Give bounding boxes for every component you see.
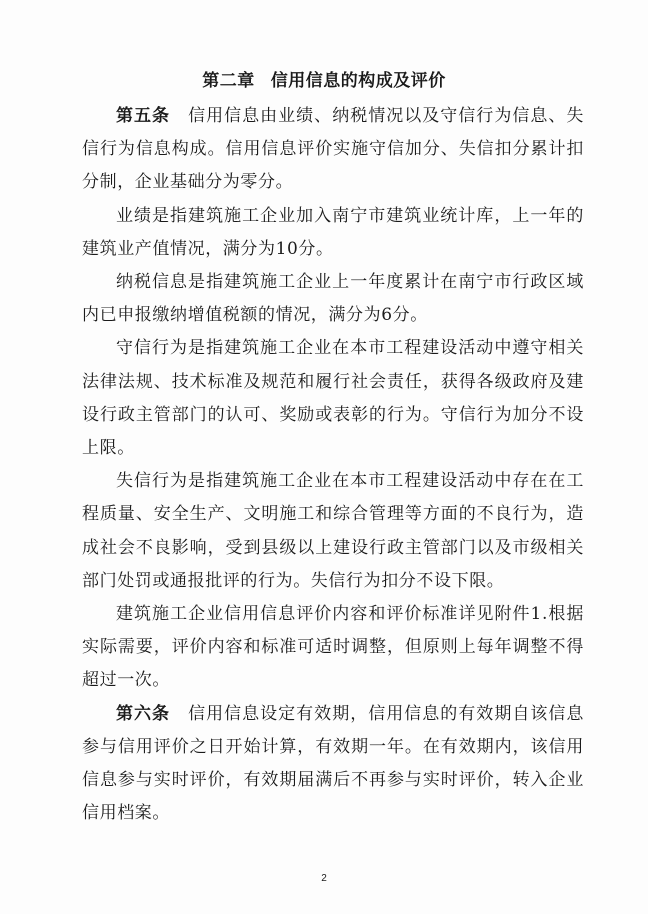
chapter-title: 信用信息的构成及评价 xyxy=(270,71,446,91)
chapter-heading xyxy=(0,66,648,91)
article-5-paragraph xyxy=(82,100,584,200)
tax-text: 纳税信息是指建筑施工企业上一年度累计在南宁市行政区域内已申报缴纳增值税额的情况，满分为6分。 xyxy=(82,272,584,326)
trustworthy-text: 守信行为是指建筑施工企业在本市工程建设活动中遵守相关法律法规、技术标准及规范和履行社会责任，获得各级政府及建设行政主管部门的认可、奖励或表彰的行为。守信行为加分不设上限。 xyxy=(82,338,584,459)
trustworthy-paragraph xyxy=(82,332,584,465)
page-number: 2 xyxy=(321,873,327,884)
article-6-paragraph xyxy=(82,698,584,831)
performance-text: 业绩是指建筑施工企业加入南宁市建筑业统计库，上一年的建筑业产值情况，满分为10分。 xyxy=(82,205,584,259)
performance-paragraph xyxy=(82,200,584,266)
untrustworthy-text: 失信行为是指建筑施工企业在本市工程建设活动中存在在工程质量、安全生产、文明施工和综合管理等方面的不良行为，造成社会不良影响，受到县级以上建设行政主管部门以及市级相关部门处罚或通报批评的行为。失信行为扣分不设下限。 xyxy=(82,471,584,591)
article-6-text: 信用信息设定有效期，信用信息的有效期自该信息参与信用评价之日开始计算，有效期一年。在有效期内，该信用信息参与实时评价，有效期届满后不再参与实时评价，转入企业信用档案。 xyxy=(82,703,584,824)
evaluation-standard-paragraph xyxy=(82,598,584,698)
article-5-label: 第五条 xyxy=(116,106,171,126)
article-5-text: 信用信息由业绩、纳税情况以及守信行为信息、失信行为信息构成。信用信息评价实施守信加分、失信扣分累计扣分制，企业基础分为零分。 xyxy=(82,106,584,193)
evaluation-standard-text: 建筑施工企业信用信息评价内容和评价标准详见附件1.根据实际需要，评价内容和标准可适时调整，但原则上每年调整不得超过一次。 xyxy=(82,604,584,691)
chapter-number: 第二章 xyxy=(202,71,255,91)
document-body xyxy=(82,100,584,830)
tax-paragraph xyxy=(82,266,584,332)
untrustworthy-paragraph xyxy=(82,465,584,598)
article-6-label: 第六条 xyxy=(116,703,171,724)
